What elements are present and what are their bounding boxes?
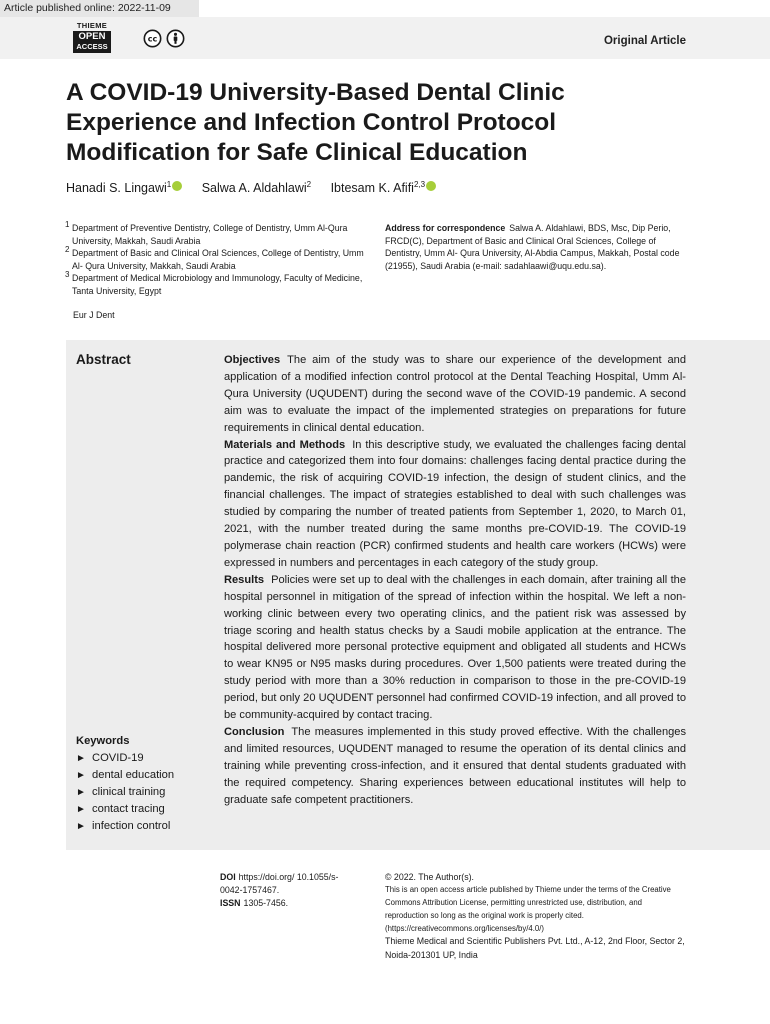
arrow-right-icon: ► xyxy=(76,770,86,781)
affiliation-item xyxy=(66,272,372,297)
affiliation-text: Department of Preventive Dentistry, College of Dentistry, Umm Al-Qura University, Makkah, Saudi Arabia xyxy=(72,223,348,246)
svg-text:cc: cc xyxy=(147,34,158,44)
section-label: Objectives xyxy=(224,354,281,366)
section-text: Policies were set up to deal with the challenges in each domain, after training all the hospital personnel in mitigation of the spread of infection within the hospital. We left a non-working clinic between every two operating clinics, and the patient risk was assessed by triage scoring and health status checks by a Saudi mobile application at the entrance. The hospital delivered more personal protective equipment and obligated all students and HCWs to wear KN95 or N95 masks during procedures. Over 1,500 patients were treated during the study period with more than a 30% reduction in comparison to those in the pre-COVID-19 period, but only 20 UQUDENT personnel had confirmed COVID-19 infection, and all proved to be community-acquired by contact tracing. xyxy=(224,573,686,722)
issn-label: ISSN xyxy=(220,898,241,909)
logo-line-2: OPEN xyxy=(73,31,111,43)
affiliation-number: 3 xyxy=(65,270,70,280)
doi-label: DOI xyxy=(220,872,236,882)
abstract-box xyxy=(66,340,770,850)
affiliation-number: 2 xyxy=(65,245,70,255)
orcid-icon[interactable] xyxy=(172,181,182,191)
license-text: This is an open access article published by Thieme under the terms of the Creative Commons Attribution License, permitting unrestricted use, distribution, and reproduction so long as the original work is properly cited. (https://creativecommons.org/licenses/by/4.0/) xyxy=(385,885,671,933)
keyword-item xyxy=(76,801,174,818)
logo-line-3: ACCESS xyxy=(73,42,111,53)
journal-name: Eur J Dent xyxy=(73,310,115,320)
abstract-section-conclusion xyxy=(224,724,686,809)
section-text: The aim of the study was to share our experience of the development and application of a modified infection control protocol at the Dental Teaching Hospital, Umm Al-Qura University (UQUDENT) during the second wave of the COVID-19 pandemic. A second aim was to evaluate the impact of the implemented strategies on preparations for future requirements in clinical dental education. xyxy=(224,354,686,434)
doi-line xyxy=(220,871,350,897)
abstract-heading: Abstract xyxy=(76,352,131,367)
author-list xyxy=(66,180,452,195)
keyword-text: infection control xyxy=(92,820,171,832)
author-affil-number: 1 xyxy=(166,180,172,189)
keyword-list xyxy=(76,750,174,835)
author-1 xyxy=(66,181,182,195)
publisher-address: Thieme Medical and Scientific Publishers Pvt. Ltd., A-12, 2nd Floor, Sector 2, Noida-201301 UP, India xyxy=(385,936,685,960)
abstract-body xyxy=(224,352,686,808)
affiliation-text: Department of Basic and Clinical Oral Sciences, College of Dentistry, Umm Al- Qura University, Makkah, Saudi Arabia xyxy=(72,248,364,271)
abstract-section-methods xyxy=(224,437,686,572)
author-affil-number: 2 xyxy=(306,180,312,189)
keyword-text: dental education xyxy=(92,769,175,781)
author-name: Ibtesam K. Afifi xyxy=(330,181,414,196)
creative-commons-icon xyxy=(143,29,162,48)
keywords-heading: Keywords xyxy=(76,735,130,747)
issn-value: 1305-7456. xyxy=(243,898,289,909)
arrow-right-icon: ► xyxy=(76,753,86,764)
attribution-icon xyxy=(166,29,185,48)
affiliation-item xyxy=(66,247,372,272)
abstract-section-objectives xyxy=(224,352,686,437)
thieme-open-access-logo xyxy=(73,22,111,56)
correspondence-label: Address for correspondence xyxy=(385,223,506,233)
keyword-text: clinical training xyxy=(92,786,166,798)
affiliations xyxy=(66,222,372,298)
doi-link[interactable]: https://doi.org/ 10.1055/s-0042-1757467. xyxy=(220,872,339,896)
section-label: Results xyxy=(224,573,265,586)
keyword-text: contact tracing xyxy=(92,803,165,815)
keywords-block xyxy=(76,733,174,835)
published-date-line: Article published online: 2022-11-09 xyxy=(0,0,199,17)
author-affil-number: 2,3 xyxy=(413,180,426,189)
license-block xyxy=(385,871,685,962)
keyword-item xyxy=(76,784,174,801)
keyword-item xyxy=(76,750,174,767)
article-title: A COVID-19 University-Based Dental Clinic Experience and Infection Control Protocol Modification for Safe Clinical Education xyxy=(66,79,565,166)
keyword-text: COVID-19 xyxy=(92,752,144,764)
affiliation-item xyxy=(66,222,372,247)
abstract-section-results xyxy=(224,572,686,724)
author-2 xyxy=(202,181,311,195)
arrow-right-icon: ► xyxy=(76,787,86,798)
author-name: Salwa A. Aldahlawi xyxy=(201,181,307,196)
section-text: The measures implemented in this study proved effective. With the challenges and limited resources, UQUDENT managed to resume the operation of its dental clinics and training while preventing cross-infection, and it ensured that dental students graduated with the required competency. Sharing experiences between educational institutes will help to graduate safe competent practitioners. xyxy=(224,725,686,806)
copyright-line: © 2022. The Author(s). xyxy=(385,872,474,882)
section-label: Conclusion xyxy=(224,725,285,738)
section-label: Materials and Methods xyxy=(224,438,346,451)
keyword-item xyxy=(76,818,174,835)
orcid-icon[interactable] xyxy=(426,181,436,191)
logo-line-1: THIEME xyxy=(76,21,108,30)
issn-line xyxy=(220,897,350,910)
doi-issn-block xyxy=(220,871,350,911)
keyword-item xyxy=(76,767,174,784)
arrow-right-icon: ► xyxy=(76,821,86,832)
affiliation-number: 1 xyxy=(65,220,70,229)
correspondence-text: Salwa A. Aldahlawi, BDS, Msc, Dip Perio, FRCD(C), Department of Basic and Clinical Oral Sciences, College of Dentistry, Umm Al- Qura University, Al-Abdia Campus, Makkah, Postal code (21955), Saudi Arabia (e-mail: sadahlaawi@uqu.edu.sa). xyxy=(385,223,680,271)
article-type-label: Original Article xyxy=(603,35,686,47)
arrow-right-icon: ► xyxy=(76,804,86,815)
author-3 xyxy=(331,181,437,195)
correspondence-address xyxy=(385,222,689,272)
affiliation-text: Department of Medical Microbiology and Immunology, Faculty of Medicine, Tanta University, Egypt xyxy=(72,273,363,296)
author-name: Hanadi S. Lingawi xyxy=(66,181,167,196)
section-text: In this descriptive study, we evaluated the challenges facing dental practice and categorized them into four domains: challenges facing dental practice during the pandemic, the risk of acquiring COVID-19 infection, the design of student clinics, and the financial challenges. The impact of strategies established to deal with such challenges was studied by comparing the number of treated patients from September 1, 2020, to March 01, 2021, with the number treated during the same months pre-COVID-19. The COVID-19 polymerase chain reaction (PCR) confirmed students and health care workers (HCWs) were expressed in numbers and percentages in each category of the study group. xyxy=(224,438,686,569)
